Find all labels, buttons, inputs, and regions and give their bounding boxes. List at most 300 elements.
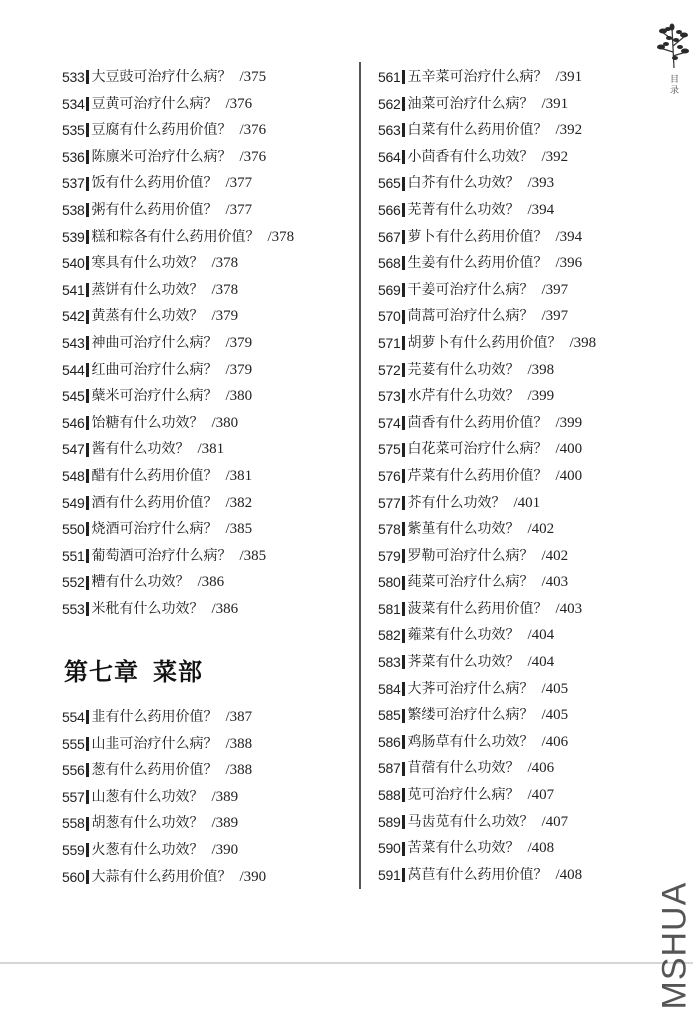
separator-bar [402, 709, 405, 723]
entry-page: /402 [527, 516, 554, 543]
toc-entry[interactable] [62, 383, 342, 410]
entry-number: 555 [62, 731, 84, 758]
chapter-heading [64, 652, 203, 687]
separator-bar [402, 443, 405, 457]
separator-bar [402, 815, 405, 829]
separator-bar [86, 363, 89, 377]
separator-bar [86, 177, 89, 191]
entry-title: 糕和粽各有什么药用价值？ [91, 224, 259, 251]
entry-page: /376 [225, 91, 252, 118]
entry-title: 苦菜有什么功效？ [407, 835, 519, 862]
entry-number: 587 [378, 755, 400, 782]
entry-page: /404 [527, 649, 554, 676]
entry-title: 白花菜可治疗什么病？ [407, 436, 547, 463]
entry-title: 大蒜有什么药用价值？ [91, 864, 231, 891]
toc-entry[interactable] [378, 330, 628, 357]
entry-number: 553 [62, 596, 84, 623]
toc-entry[interactable] [62, 704, 342, 731]
entry-number: 541 [62, 277, 84, 304]
toc-entry[interactable] [62, 144, 342, 171]
entry-number: 543 [62, 330, 84, 357]
entry-title: 蕹菜有什么功效？ [407, 622, 519, 649]
entry-page: /381 [197, 436, 224, 463]
toc-right-column [378, 64, 628, 888]
toc-entry[interactable] [378, 436, 628, 463]
toc-entry[interactable] [378, 144, 628, 171]
entry-page: /385 [225, 516, 252, 543]
separator-bar [402, 842, 405, 856]
toc-entry[interactable] [62, 277, 342, 304]
watermark: MSHUA [656, 900, 693, 1010]
toc-entry[interactable] [62, 543, 342, 570]
toc-entry[interactable] [62, 810, 342, 837]
separator-bar [402, 177, 405, 191]
entry-title: 饴糖有什么功效？ [91, 410, 203, 437]
separator-bar [86, 549, 89, 563]
separator-bar [86, 97, 89, 111]
entry-title: 莼菜可治疗什么病？ [407, 569, 533, 596]
entry-number: 552 [62, 569, 84, 596]
toc-entry[interactable] [62, 864, 342, 891]
entry-page: /382 [225, 490, 252, 517]
entry-page: /406 [527, 755, 554, 782]
toc-entry[interactable] [62, 170, 342, 197]
toc-entry[interactable] [378, 835, 628, 862]
separator-bar [86, 310, 89, 324]
entry-title: 油菜可治疗什么病？ [407, 91, 533, 118]
entry-title: 红曲可治疗什么病？ [91, 357, 217, 384]
separator-bar [402, 549, 405, 563]
toc-entry[interactable] [378, 383, 628, 410]
separator-bar [402, 469, 405, 483]
entry-number: 540 [62, 250, 84, 277]
toc-entry[interactable] [378, 490, 628, 517]
herb-plant-icon [654, 20, 692, 70]
separator-bar [86, 283, 89, 297]
separator-bar [402, 150, 405, 164]
separator-bar [402, 576, 405, 590]
toc-entry[interactable] [378, 250, 628, 277]
entry-number: 559 [62, 837, 84, 864]
toc-entry[interactable] [62, 757, 342, 784]
toc-entry[interactable] [62, 224, 342, 251]
entry-title: 小茴香有什么功效？ [407, 144, 533, 171]
entry-title: 豆黄可治疗什么病？ [91, 91, 217, 118]
entry-title: 马齿苋有什么功效？ [407, 809, 533, 836]
separator-bar [86, 203, 89, 217]
entry-number: 545 [62, 383, 84, 410]
separator-bar [402, 363, 405, 377]
toc-left-column-chapter7 [62, 704, 342, 890]
entry-page: /407 [527, 782, 554, 809]
separator-bar [402, 283, 405, 297]
toc-entry[interactable] [62, 91, 342, 118]
toc-entry[interactable] [62, 117, 342, 144]
toc-entry[interactable] [378, 277, 628, 304]
toc-entry[interactable] [378, 596, 628, 623]
entry-number: 573 [378, 383, 400, 410]
entry-page: /379 [225, 330, 252, 357]
toc-entry[interactable] [378, 117, 628, 144]
entry-title: 豆腐有什么药用价值？ [91, 117, 231, 144]
separator-bar [402, 868, 405, 882]
entry-page: /394 [555, 224, 582, 251]
entry-number: 576 [378, 463, 400, 490]
separator-bar [86, 336, 89, 350]
entry-page: /385 [239, 543, 266, 570]
entry-number: 566 [378, 197, 400, 224]
separator-bar [402, 788, 405, 802]
entry-title: 黄蒸有什么功效？ [91, 303, 203, 330]
toc-entry[interactable] [62, 410, 342, 437]
toc-left-column [62, 64, 342, 622]
entry-page: /399 [555, 410, 582, 437]
entry-page: /377 [225, 197, 252, 224]
entry-title: 莴苣有什么药用价值？ [407, 862, 547, 889]
entry-title: 胡葱有什么功效？ [91, 810, 203, 837]
entry-page: /378 [267, 224, 294, 251]
separator-bar [86, 416, 89, 430]
toc-entry[interactable] [378, 676, 628, 703]
entry-title: 酱有什么功效？ [91, 436, 189, 463]
toc-entry[interactable] [378, 649, 628, 676]
entry-title: 酒有什么药用价值？ [91, 490, 217, 517]
toc-entry[interactable] [378, 862, 628, 889]
separator-bar [402, 655, 405, 669]
entry-number: 562 [378, 91, 400, 118]
toc-entry[interactable] [62, 357, 342, 384]
entry-number: 536 [62, 144, 84, 171]
entry-number: 556 [62, 757, 84, 784]
entry-number: 565 [378, 170, 400, 197]
bottom-rule [0, 962, 693, 964]
chapter-name: 菜部 [153, 657, 203, 686]
entry-title: 干姜可治疗什么病？ [407, 277, 533, 304]
entry-page: /397 [541, 303, 568, 330]
entry-number: 572 [378, 357, 400, 384]
separator-bar [402, 123, 405, 137]
separator-bar [86, 70, 89, 84]
entry-page: /375 [239, 64, 266, 91]
entry-title: 生姜有什么药用价值？ [407, 250, 547, 277]
entry-number: 537 [62, 170, 84, 197]
toc-entry[interactable] [62, 330, 342, 357]
separator-bar [86, 576, 89, 590]
entry-title: 芹菜有什么药用价值？ [407, 463, 547, 490]
toc-entry[interactable] [378, 755, 628, 782]
entry-page: /389 [211, 784, 238, 811]
entry-title: 紫堇有什么功效？ [407, 516, 519, 543]
separator-bar [86, 230, 89, 244]
entry-number: 538 [62, 197, 84, 224]
toc-entry[interactable] [378, 463, 628, 490]
separator-bar [86, 522, 89, 536]
separator-bar [86, 870, 89, 884]
entry-title: 火葱有什么功效？ [91, 837, 203, 864]
entry-page: /390 [239, 864, 266, 891]
entry-number: 583 [378, 649, 400, 676]
toc-entry[interactable] [378, 224, 628, 251]
entry-page: /380 [211, 410, 238, 437]
entry-title: 繁缕可治疗什么病？ [407, 702, 533, 729]
entry-number: 551 [62, 543, 84, 570]
entry-title: 山葱有什么功效？ [91, 784, 203, 811]
entry-title: 白芥有什么功效？ [407, 170, 519, 197]
entry-title: 芜菁有什么功效？ [407, 197, 519, 224]
entry-number: 548 [62, 463, 84, 490]
entry-page: /388 [225, 731, 252, 758]
toc-entry[interactable] [378, 303, 628, 330]
entry-page: /386 [197, 569, 224, 596]
entry-page: /378 [211, 277, 238, 304]
entry-title: 茼蒿可治疗什么病？ [407, 303, 533, 330]
entry-title: 鸡肠草有什么功效？ [407, 729, 533, 756]
entry-title: 糟有什么功效？ [91, 569, 189, 596]
entry-number: 564 [378, 144, 400, 171]
toc-entry[interactable] [62, 490, 342, 517]
separator-bar [402, 203, 405, 217]
toc-entry[interactable] [378, 809, 628, 836]
entry-page: /406 [541, 729, 568, 756]
entry-number: 561 [378, 64, 400, 91]
toc-entry[interactable] [378, 357, 628, 384]
entry-page: /390 [211, 837, 238, 864]
entry-title: 茴香有什么药用价值？ [407, 410, 547, 437]
separator-bar [86, 150, 89, 164]
entry-number: 588 [378, 782, 400, 809]
entry-number: 578 [378, 516, 400, 543]
entry-number: 571 [378, 330, 400, 357]
entry-number: 534 [62, 91, 84, 118]
toc-entry[interactable] [62, 596, 342, 623]
separator-bar [86, 790, 89, 804]
separator-bar [402, 256, 405, 270]
entry-number: 557 [62, 784, 84, 811]
separator-bar [86, 763, 89, 777]
entry-title: 萝卜有什么药用价值？ [407, 224, 547, 251]
entry-number: 569 [378, 277, 400, 304]
entry-title: 芥有什么功效？ [407, 490, 505, 517]
section-label-contents: 目录 [670, 75, 680, 97]
entry-title: 山韭可治疗什么病？ [91, 731, 217, 758]
toc-entry[interactable] [62, 731, 342, 758]
entry-number: 547 [62, 436, 84, 463]
entry-page: /377 [225, 170, 252, 197]
toc-entry[interactable] [378, 91, 628, 118]
entry-number: 585 [378, 702, 400, 729]
toc-entry[interactable] [378, 543, 628, 570]
entry-number: 590 [378, 835, 400, 862]
toc-entry[interactable] [62, 436, 342, 463]
entry-title: 水芹有什么功效？ [407, 383, 519, 410]
separator-bar [402, 70, 405, 84]
separator-bar [402, 97, 405, 111]
separator-bar [402, 629, 405, 643]
entry-number: 586 [378, 729, 400, 756]
entry-number: 589 [378, 809, 400, 836]
separator-bar [402, 602, 405, 616]
entry-page: /398 [569, 330, 596, 357]
toc-entry[interactable] [378, 729, 628, 756]
entry-title: 苋可治疗什么病？ [407, 782, 519, 809]
toc-entry[interactable] [62, 303, 342, 330]
column-divider [359, 62, 361, 889]
entry-page: /386 [211, 596, 238, 623]
entry-title: 蒸饼有什么功效？ [91, 277, 203, 304]
entry-title: 苜蓿有什么功效？ [407, 755, 519, 782]
toc-entry[interactable] [62, 516, 342, 543]
entry-number: 539 [62, 224, 84, 251]
entry-title: 韭有什么药用价值？ [91, 704, 217, 731]
entry-page: /403 [541, 569, 568, 596]
entry-title: 寒具有什么功效？ [91, 250, 203, 277]
toc-entry[interactable] [378, 622, 628, 649]
entry-number: 558 [62, 810, 84, 837]
entry-title: 胡萝卜有什么药用价值？ [407, 330, 561, 357]
separator-bar [402, 336, 405, 350]
entry-page: /388 [225, 757, 252, 784]
separator-bar [86, 710, 89, 724]
separator-bar [86, 469, 89, 483]
entry-title: 葱有什么药用价值？ [91, 757, 217, 784]
entry-title: 罗勒可治疗什么病？ [407, 543, 533, 570]
entry-page: /389 [211, 810, 238, 837]
entry-number: 575 [378, 436, 400, 463]
entry-number: 570 [378, 303, 400, 330]
entry-page: /376 [239, 144, 266, 171]
entry-page: /379 [211, 303, 238, 330]
entry-number: 550 [62, 516, 84, 543]
separator-bar [402, 416, 405, 430]
toc-entry[interactable] [62, 64, 342, 91]
entry-number: 549 [62, 490, 84, 517]
separator-bar [86, 443, 89, 457]
entry-number: 591 [378, 862, 400, 889]
entry-page: /397 [541, 277, 568, 304]
entry-number: 580 [378, 569, 400, 596]
entry-page: /401 [513, 490, 540, 517]
entry-number: 574 [378, 410, 400, 437]
toc-entry[interactable] [378, 782, 628, 809]
toc-entry[interactable] [378, 170, 628, 197]
entry-title: 米秕有什么功效？ [91, 596, 203, 623]
entry-number: 554 [62, 704, 84, 731]
entry-title: 白菜有什么药用价值？ [407, 117, 547, 144]
entry-number: 533 [62, 64, 84, 91]
separator-bar [86, 256, 89, 270]
entry-number: 568 [378, 250, 400, 277]
separator-bar [402, 522, 405, 536]
toc-entry[interactable] [62, 197, 342, 224]
entry-number: 560 [62, 864, 84, 891]
toc-entry[interactable] [62, 837, 342, 864]
entry-page: /392 [541, 144, 568, 171]
entry-page: /400 [555, 463, 582, 490]
entry-title: 五辛菜可治疗什么病？ [407, 64, 547, 91]
entry-page: /408 [555, 862, 582, 889]
entry-page: /392 [555, 117, 582, 144]
entry-title: 神曲可治疗什么病？ [91, 330, 217, 357]
entry-page: /404 [527, 622, 554, 649]
separator-bar [86, 602, 89, 616]
entry-page: /394 [527, 197, 554, 224]
toc-entry[interactable] [62, 463, 342, 490]
separator-bar [402, 762, 405, 776]
entry-page: /387 [225, 704, 252, 731]
separator-bar [86, 737, 89, 751]
separator-bar [86, 123, 89, 137]
entry-page: /396 [555, 250, 582, 277]
toc-entry[interactable] [62, 569, 342, 596]
entry-page: /399 [527, 383, 554, 410]
entry-title: 芫荽有什么功效？ [407, 357, 519, 384]
entry-number: 567 [378, 224, 400, 251]
entry-number: 535 [62, 117, 84, 144]
chapter-number: 第七章 [64, 657, 139, 686]
separator-bar [86, 817, 89, 831]
entry-number: 582 [378, 622, 400, 649]
entry-number: 542 [62, 303, 84, 330]
toc-entry[interactable] [378, 197, 628, 224]
toc-entry[interactable] [62, 250, 342, 277]
entry-number: 544 [62, 357, 84, 384]
entry-title: 大荠可治疗什么病？ [407, 676, 533, 703]
entry-title: 荠菜有什么功效？ [407, 649, 519, 676]
separator-bar [402, 389, 405, 403]
entry-page: /381 [225, 463, 252, 490]
entry-title: 蘖米可治疗什么病？ [91, 383, 217, 410]
entry-page: /405 [541, 702, 568, 729]
separator-bar [402, 682, 405, 696]
separator-bar [402, 310, 405, 324]
toc-entry[interactable] [378, 410, 628, 437]
toc-entry[interactable] [378, 569, 628, 596]
entry-title: 粥有什么药用价值？ [91, 197, 217, 224]
entry-page: /379 [225, 357, 252, 384]
separator-bar [86, 496, 89, 510]
entry-page: /407 [541, 809, 568, 836]
entry-page: /391 [541, 91, 568, 118]
entry-title: 饭有什么药用价值？ [91, 170, 217, 197]
entry-page: /402 [541, 543, 568, 570]
entry-number: 563 [378, 117, 400, 144]
separator-bar [86, 389, 89, 403]
entry-number: 546 [62, 410, 84, 437]
entry-title: 烧酒可治疗什么病？ [91, 516, 217, 543]
toc-entry[interactable] [62, 784, 342, 811]
entry-title: 醋有什么药用价值？ [91, 463, 217, 490]
entry-page: /376 [239, 117, 266, 144]
toc-entry[interactable] [378, 702, 628, 729]
entry-page: /408 [527, 835, 554, 862]
entry-number: 584 [378, 676, 400, 703]
entry-page: /391 [555, 64, 582, 91]
entry-page: /393 [527, 170, 554, 197]
toc-entry[interactable] [378, 516, 628, 543]
separator-bar [402, 496, 405, 510]
entry-number: 581 [378, 596, 400, 623]
entry-title: 陈廪米可治疗什么病？ [91, 144, 231, 171]
entry-page: /403 [555, 596, 582, 623]
entry-page: /398 [527, 357, 554, 384]
toc-entry[interactable] [378, 64, 628, 91]
entry-page: /400 [555, 436, 582, 463]
separator-bar [86, 843, 89, 857]
entry-number: 579 [378, 543, 400, 570]
entry-page: /378 [211, 250, 238, 277]
separator-bar [402, 735, 405, 749]
entry-title: 大豆豉可治疗什么病？ [91, 64, 231, 91]
